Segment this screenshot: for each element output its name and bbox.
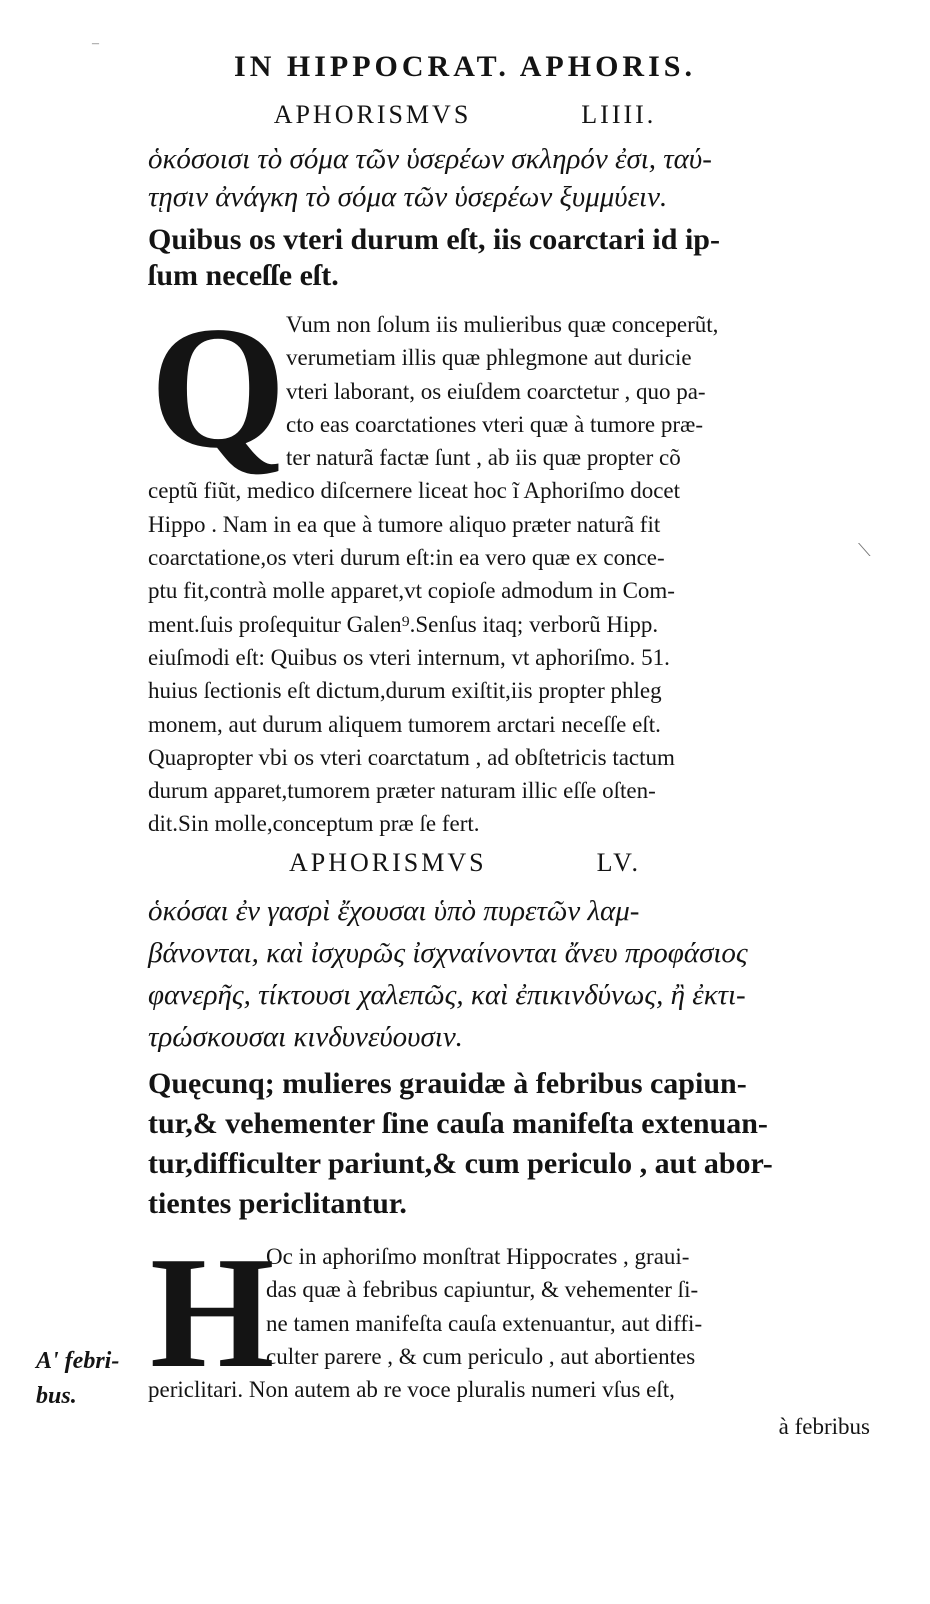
drop-cap: Q [150,290,287,484]
marginal-line: A' febri- [36,1348,120,1374]
commentary-line: durum apparet,tumorem præter naturam illic eſſe oſten- [148,778,656,804]
commentary-line: ne tamen manifeſta cauſa extenuantur, aut diffi- [266,1310,703,1336]
latin-line: tientes periclitantur. [148,1187,407,1220]
latin-translation [148,222,868,294]
latin-line: Quibus os vteri durum eſt, iis coarctari id ip- [148,223,720,256]
commentary-line: cto eas coarctationes vteri quæ à tumore præ- [286,411,704,437]
commentary-line: monem, aut durum aliquem tumorem arctari neceſſe eſt. [148,711,661,737]
aphorism-heading [0,100,930,130]
latin-translation [148,1064,868,1224]
commentary-line: das quæ à febribus capiuntur, & vehementer ſi- [266,1277,699,1303]
greek-line: ὁκόσαι ἐν γασρὶ ἔχουσαι ὑπὸ πυρετῶν λαμ- [148,895,640,927]
commentary-line: vteri laborant, os eiuſdem coarctetur , quo pa- [286,378,706,404]
commentary-text [148,308,870,841]
latin-line: ſum neceſſe eſt. [148,259,339,292]
drop-cap: H [150,1223,275,1401]
greek-line: βάνονται, καὶ ἰσχυρῶς ἰσχναίνονται ἄνευ προφάσιος [148,937,748,969]
commentary-line: dit.Sin molle,conceptum præ ſe fert. [148,811,480,837]
print-speck: ⟍ [858,540,871,560]
marginal-line: bus. [36,1383,77,1409]
heading-word: APHORISMVS [288,848,487,877]
commentary-line: verumetiam illis quæ phlegmone aut duricie [286,345,692,371]
commentary-line: coarctatione,os vteri durum eſt:in ea vero quæ ex conce- [148,545,665,571]
latin-line: Quęcunq; mulieres grauidæ à febribus capiun- [148,1067,747,1100]
heading-number: LV. [596,848,642,877]
commentary-line: culter parere , & cum periculo , aut abortientes [266,1343,696,1369]
commentary-line: Vum non ſolum iis mulieribus quæ conceperũt, [286,312,719,337]
print-speck: – [92,36,99,51]
greek-text [148,890,868,1058]
greek-line: τρώσκουσαι κινδυνεύουσιν. [148,1021,463,1053]
commentary-line: ceptũ fiũt, medico diſcernere liceat hoc ĩ Aphoriſmo docet [148,478,680,504]
greek-text [148,140,868,216]
latin-line: tur,& vehementer ſine cauſa manifeſta extenuan- [148,1107,768,1140]
marginal-note [36,1344,146,1414]
greek-line: φανερῆς, τίκτουσι χαλεπῶς, καὶ ἐπικινδύνως, ἢ ἐκτι- [148,979,746,1011]
commentary-line: ter naturã factæ ſunt , ab iis quæ propter cõ [286,445,681,471]
commentary-line: huius ſectionis eſt dictum,durum exiſtit,iis propter phleg [148,678,662,704]
catchword: à febribus [778,1414,870,1439]
commentary-text [148,1240,870,1406]
heading-word: APHORISMVS [273,100,472,129]
aphorism-heading [0,848,930,878]
commentary-line: Quapropter vbi os vteri coarctatum , ad obſtetricis tactum [148,744,675,770]
heading-number: LIIII. [581,100,657,129]
commentary-line: ptu fit,contrà molle apparet,vt copioſe admodum in Com- [148,578,675,604]
commentary-line: ment.ſuis proſequitur Galen⁹.Senſus itaq; verborũ Hipp. [148,611,659,637]
latin-line: tur,difficulter pariunt,& cum periculo , aut abor- [148,1147,773,1180]
greek-line: τῃσιν ἀνάγκη τὸ σόμα τῶν ὑσερέων ξυμμύειν. [148,181,668,213]
commentary-line: Hippo . Nam in ea que à tumore aliquo præter naturã fit [148,511,661,537]
commentary-line: eiuſmodi eſt: Quibus os vteri internum, vt aphoriſmo. 51. [148,644,670,670]
running-head: IN HIPPOCRAT. APHORIS. [234,50,696,83]
commentary-line: Oc in aphoriſmo monſtrat Hippocrates , graui- [266,1244,690,1269]
greek-line: ὁκόσοισι τὸ σόμα τῶν ὑσερέων σκληρόν ἐσι, ταύ- [148,143,712,175]
commentary-line: periclitari. Non autem ab re voce pluralis numeri vſus eſt, [148,1377,675,1403]
